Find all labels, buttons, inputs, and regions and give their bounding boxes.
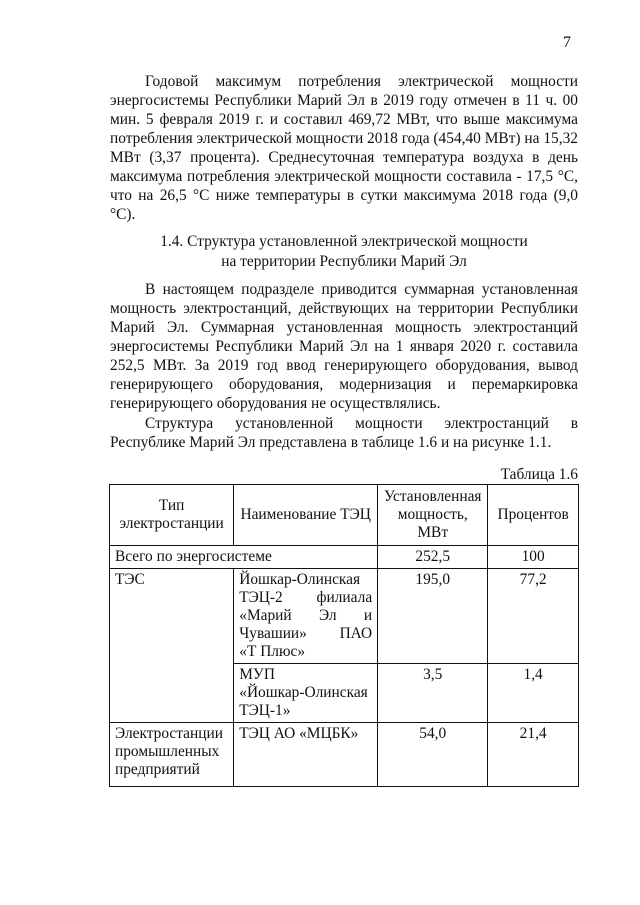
industrial-percent: 21,4 (488, 723, 579, 787)
tes-row1-name-line: «Т Плюс» (239, 643, 306, 660)
tes-row1-name-line: ТЭЦ-2 филиала (239, 589, 373, 606)
paragraph-installed-capacity: В настоящем подразделе приводится суммарная установленная мощность электростанций, действующих на территории Республики Марий Эл. Суммарная установленная мощность электростанций энергосистемы Республики Марий Эл на 1 января 2020 г. составила 252,5 МВт. За 2019 год ввод генерирующего оборудования, вывод генерирующего оборудования, модернизация и перемаркировка генерирующего оборудования не осуществлялись. (110, 281, 578, 412)
industrial-name: ТЭЦ АО «МЦБК» (234, 723, 378, 787)
industrial-type (110, 723, 234, 787)
header-name: Наименование ТЭЦ (234, 485, 378, 546)
industrial-capacity: 54,0 (378, 723, 488, 787)
total-label: Всего по энергосистеме (110, 546, 378, 569)
industrial-type-line: предприятий (115, 761, 200, 778)
tes-row2-name-line: «Йошкар-Олинская (239, 684, 368, 701)
tes-row2-percent: 1,4 (488, 664, 579, 723)
table-row-tes-1 (110, 569, 579, 664)
table-caption: Таблица 1.6 (500, 466, 578, 483)
header-percent: Процентов (488, 485, 579, 546)
total-percent: 100 (488, 546, 579, 569)
tes-row1-name-line: Чувашии» ПАО (239, 625, 373, 642)
table-row-total (110, 546, 579, 569)
industrial-type-line: Электростанции (115, 725, 223, 742)
industrial-type-line: промышленных (115, 743, 220, 760)
table-header-row (110, 485, 579, 546)
tes-row1-capacity: 195,0 (378, 569, 488, 664)
paragraph-structure-reference: Структура установленной мощности электростанций в Республике Марий Эл представлена в таблице 1.6 и на рисунке 1.1. (110, 415, 578, 451)
table-row-industrial (110, 723, 579, 787)
section-heading-line2: на территории Республики Марий Эл (221, 253, 467, 270)
page-number: 7 (563, 34, 571, 51)
tes-row2-name-line: МУП (239, 666, 275, 683)
tes-row1-name-line: «Марий Эл и (239, 607, 373, 624)
tes-row1-name (234, 569, 378, 664)
header-type: Тип электростанции (110, 485, 234, 546)
header-capacity: Установленная мощность, МВт (378, 485, 488, 546)
section-heading-line1: 1.4. Структура установленной электрической мощности (160, 233, 528, 250)
capacity-table (109, 484, 579, 787)
tes-row1-name-line: Йошкар-Олинская (239, 571, 361, 588)
paragraph-annual-maximum: Годовой максимум потребления электрической мощности энергосистемы Республики Марий Эл в 2019 году отмечен в 11 ч. 00 мин. 5 февраля 2019 г. и составил 469,72 МВт, что выше максимума потребления электрической мощности 2018 года (454,40 МВт) на 15,32 МВт (3,37 процента). Среднесуточная температура воздуха в день максимума потребления электрической мощности составила - 17,5 °С, что на 26,5 °С ниже температуры в сутки максимума 2018 года (9,0 °С). (110, 73, 578, 223)
section-heading (110, 232, 578, 272)
tes-row2-name-line: ТЭЦ-1» (239, 702, 291, 719)
tes-type: ТЭС (110, 569, 234, 723)
total-capacity: 252,5 (378, 546, 488, 569)
tes-row2-capacity: 3,5 (378, 664, 488, 723)
tes-row2-name (234, 664, 378, 723)
tes-row1-percent: 77,2 (488, 569, 579, 664)
